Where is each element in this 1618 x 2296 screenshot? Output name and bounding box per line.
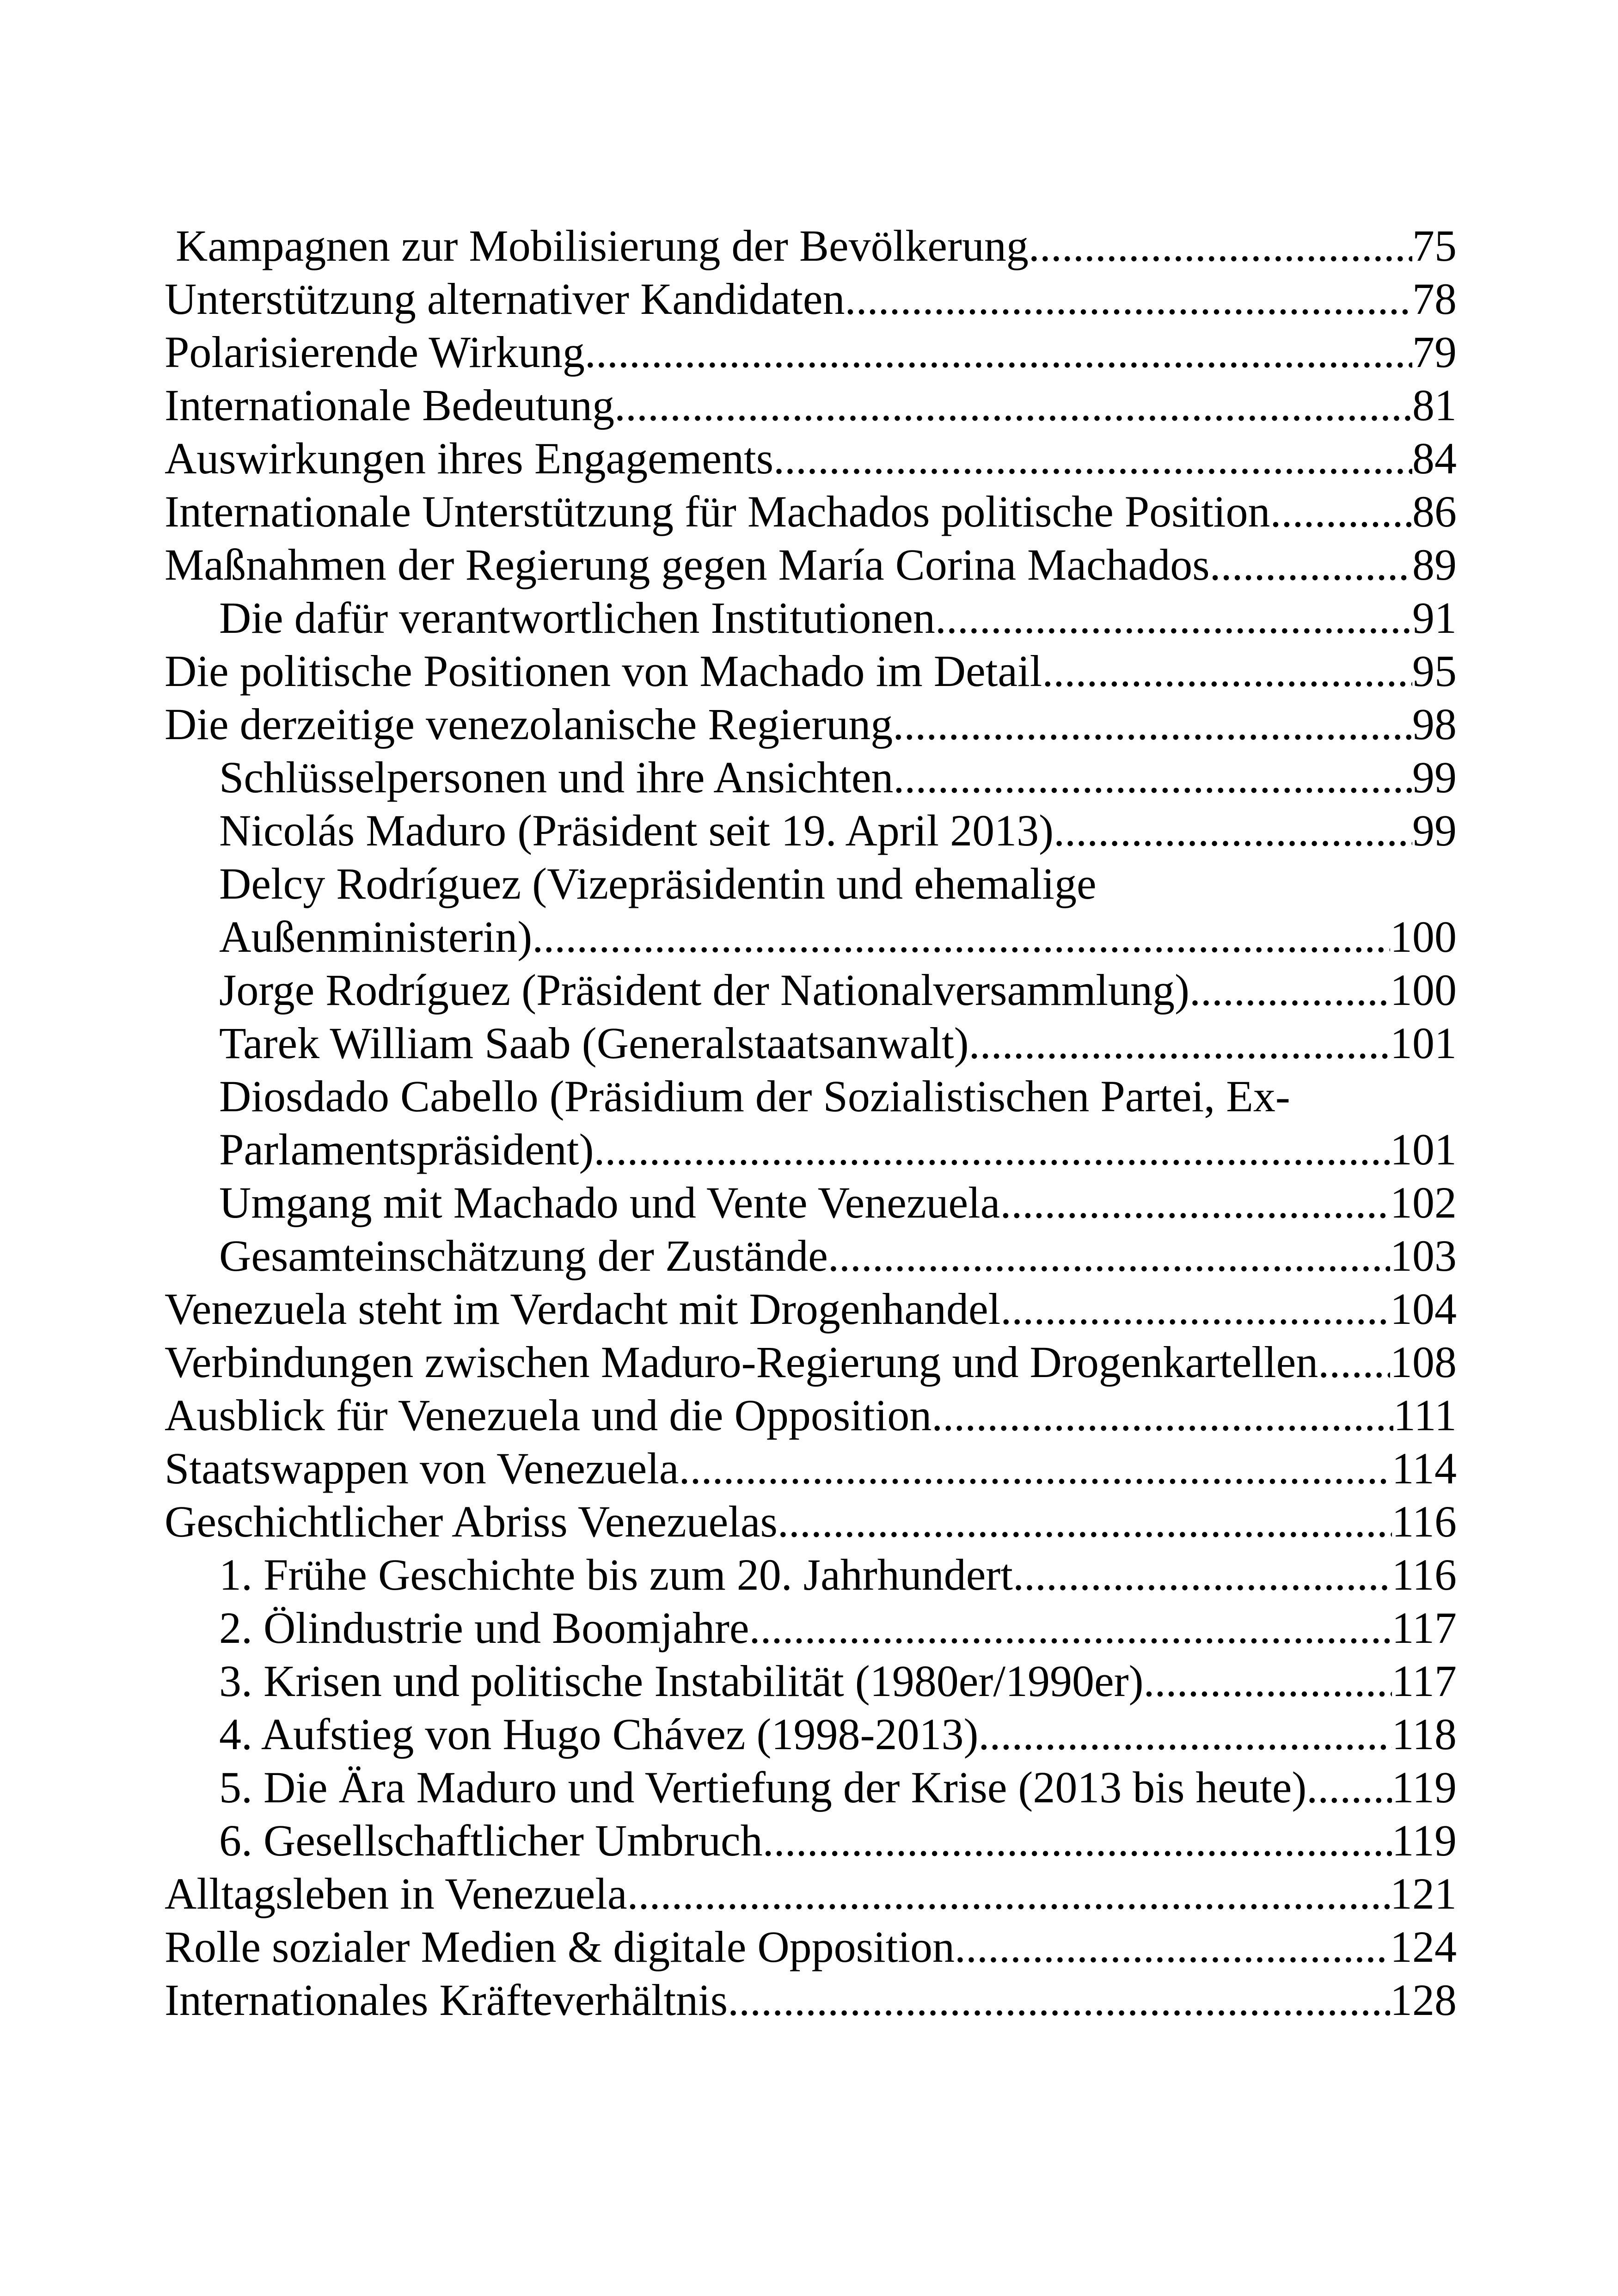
- toc-page-number: 79: [1412, 327, 1457, 377]
- toc-page-number: 78: [1412, 274, 1457, 324]
- toc-dot-leader: [955, 1920, 1390, 1973]
- toc-page-number: 116: [1391, 1497, 1457, 1546]
- toc-page-number: 98: [1412, 699, 1457, 749]
- toc-entry: [165, 1867, 1457, 1920]
- toc-entry-title: Tarek William Saab (Generalstaatsanwalt): [219, 1018, 969, 1068]
- toc-page-number: 99: [1412, 806, 1457, 855]
- toc-dot-leader: [614, 379, 1412, 432]
- toc-entry: [176, 219, 1457, 272]
- toc-entry-title: Unterstützung alternativer Kandidaten: [165, 274, 845, 324]
- toc-line: [0, 1654, 1618, 1708]
- toc-dot-leader: [1210, 538, 1412, 591]
- toc-line: [0, 751, 1618, 804]
- toc-entry: [219, 804, 1457, 857]
- toc-entry-title: Kampagnen zur Mobilisierung der Bevölkerung: [176, 221, 1029, 270]
- toc-entry-title: Delcy Rodríguez (Vizepräsidentin und ehemalige: [219, 859, 1097, 908]
- toc-entry: [219, 751, 1457, 804]
- toc-entry: [219, 1016, 1457, 1070]
- toc-line: [0, 1920, 1618, 1973]
- toc-line: [0, 1708, 1618, 1761]
- toc-page-number: 121: [1390, 1869, 1457, 1918]
- toc-entry: [219, 1548, 1457, 1601]
- toc-entry: [165, 1442, 1457, 1495]
- toc-line: [0, 1123, 1618, 1176]
- toc-line: [0, 1442, 1618, 1495]
- toc-page-number: 124: [1390, 1922, 1457, 1971]
- toc-line: [0, 1389, 1618, 1442]
- toc-entry: [165, 272, 1457, 325]
- toc-entry-title: Schlüsselpersonen und ihre Ansichten: [219, 753, 894, 802]
- toc-dot-leader: [1329, 1335, 1390, 1389]
- toc-entry-title: Ausblick für Venezuela und die Opposition: [165, 1390, 932, 1440]
- toc-line: [0, 272, 1618, 325]
- toc-line: [0, 1548, 1618, 1601]
- toc-dot-leader: [749, 1601, 1392, 1654]
- toc-line: [0, 1601, 1618, 1654]
- toc-dot-leader: [1270, 485, 1412, 538]
- toc-dot-leader: [969, 1016, 1390, 1070]
- toc-dot-leader: [585, 325, 1412, 379]
- toc-page-number: 119: [1391, 1763, 1457, 1812]
- toc-entry: [219, 1654, 1457, 1708]
- toc-entry-title: Internationale Bedeutung: [165, 380, 614, 430]
- toc-entry: [219, 1814, 1457, 1867]
- toc-line: [0, 325, 1618, 379]
- toc-dot-leader: [932, 1389, 1393, 1442]
- toc-line: [0, 1973, 1618, 2027]
- toc-dot-leader: [627, 1867, 1390, 1920]
- table-of-contents: [0, 219, 1618, 2027]
- toc-page-number: 91: [1412, 593, 1457, 643]
- toc-line: [0, 1761, 1618, 1814]
- toc-entry-title: Diosdado Cabello (Präsidium der Sozialistischen Partei, Ex-: [219, 1071, 1290, 1121]
- toc-entry-title: Auswirkungen ihres Engagements: [165, 434, 774, 483]
- toc-entry-title: Polarisierende Wirkung: [165, 327, 585, 377]
- toc-page-number: 117: [1391, 1603, 1457, 1653]
- toc-line: [0, 1495, 1618, 1548]
- toc-dot-leader: [1042, 644, 1412, 698]
- toc-entry-title: Internationale Unterstützung für Machados politische Position: [165, 487, 1270, 536]
- toc-entry: [165, 698, 1457, 751]
- toc-dot-leader: [978, 1708, 1391, 1761]
- toc-line: [0, 910, 1618, 963]
- toc-entry: [219, 1176, 1457, 1229]
- toc-dot-leader: [1318, 1761, 1391, 1814]
- toc-dot-leader: [594, 1123, 1390, 1176]
- toc-entry-title: Geschichtlicher Abriss Venezuelas: [165, 1497, 778, 1546]
- toc-entry-title: 2. Ölindustrie und Boomjahre: [219, 1603, 749, 1653]
- toc-dot-leader: [1000, 1176, 1390, 1229]
- toc-page-number: 128: [1390, 1975, 1457, 2025]
- toc-entry: [165, 1389, 1457, 1442]
- toc-line: [0, 1867, 1618, 1920]
- toc-entry-title: 4. Aufstieg von Hugo Chávez (1998-2013): [219, 1709, 979, 1759]
- toc-line: [0, 379, 1618, 432]
- toc-page-number: 89: [1412, 540, 1457, 589]
- toc-dot-leader: [1054, 804, 1412, 857]
- toc-entry: [165, 1973, 1457, 2027]
- toc-line: [0, 698, 1618, 751]
- toc-entry-title: Alltagsleben in Venezuela: [165, 1869, 627, 1918]
- toc-entry: [165, 1335, 1457, 1389]
- toc-line: [0, 432, 1618, 485]
- toc-dot-leader: [773, 432, 1412, 485]
- toc-line: [0, 1335, 1618, 1389]
- toc-entry-title: Jorge Rodríguez (Präsident der Nationalversammlung): [219, 965, 1190, 1015]
- toc-page-number: 95: [1412, 646, 1457, 696]
- toc-entry-title: Rolle sozialer Medien & digitale Opposition: [165, 1922, 955, 1971]
- toc-dot-leader: [728, 1973, 1390, 2027]
- toc-dot-leader: [679, 1442, 1392, 1495]
- toc-entry-title: Die dafür verantwortlichen Institutionen: [219, 593, 935, 643]
- toc-entry-title: 6. Gesellschaftlicher Umbruch: [219, 1816, 763, 1865]
- toc-dot-leader: [778, 1495, 1392, 1548]
- toc-line: [0, 591, 1618, 644]
- toc-entry-title: Venezuela steht im Verdacht mit Drogenhandel: [165, 1284, 1001, 1334]
- toc-entry-title: Parlamentspräsident): [219, 1125, 594, 1174]
- toc-dot-leader: [1189, 963, 1390, 1016]
- toc-line: [0, 485, 1618, 538]
- toc-dot-leader: [532, 910, 1390, 963]
- toc-entry: [219, 963, 1457, 1016]
- toc-line: [0, 1229, 1618, 1282]
- toc-entry-title: 5. Die Ära Maduro und Vertiefung der Krise (2013 bis heute).: [219, 1763, 1318, 1812]
- toc-entry: [165, 538, 1457, 591]
- toc-entry-title: Staatswappen von Venezuela: [165, 1444, 679, 1493]
- toc-entry-title: Gesamteinschätzung der Zustände: [219, 1231, 828, 1280]
- toc-page-number: 117: [1391, 1656, 1457, 1706]
- toc-dot-leader: [828, 1229, 1390, 1282]
- toc-dot-leader: [1144, 1654, 1392, 1708]
- toc-entry: [165, 379, 1457, 432]
- toc-page-number: 101: [1390, 1125, 1457, 1174]
- toc-entry-title: Maßnahmen der Regierung gegen María Corina Machados: [165, 540, 1210, 589]
- toc-entry: [165, 1495, 1457, 1548]
- toc-entry: [165, 485, 1457, 538]
- toc-entry-title: 3. Krisen und politische Instabilität (1980er/1990er): [219, 1656, 1144, 1706]
- toc-entry: [165, 432, 1457, 485]
- toc-line: [0, 1282, 1618, 1335]
- toc-page-number: 119: [1391, 1816, 1457, 1865]
- toc-entry: [165, 1282, 1457, 1335]
- toc-entry: [165, 325, 1457, 379]
- toc-line: [0, 219, 1618, 272]
- toc-entry-title: Internationales Kräfteverhältnis: [165, 1975, 728, 2025]
- toc-entry: [219, 1708, 1457, 1761]
- toc-line: [0, 1814, 1618, 1867]
- toc-page-number: 86: [1412, 487, 1457, 536]
- toc-page-number: 114: [1391, 1444, 1457, 1493]
- toc-entry: [219, 1761, 1457, 1814]
- toc-page-number: 101: [1390, 1018, 1457, 1068]
- toc-line: [0, 538, 1618, 591]
- toc-line: [0, 1070, 1618, 1123]
- toc-entry-title: Die derzeitige venezolanische Regierung: [165, 699, 893, 749]
- toc-line: [0, 804, 1618, 857]
- toc-entry: [219, 1123, 1457, 1176]
- toc-entry-title: Die politische Positionen von Machado im Detail: [165, 646, 1042, 696]
- toc-page-number: 81: [1412, 380, 1457, 430]
- toc-page-number: 100: [1390, 912, 1457, 961]
- toc-page-number: 103: [1390, 1231, 1457, 1280]
- toc-entry-title: 1. Frühe Geschichte bis zum 20. Jahrhundert: [219, 1550, 1013, 1599]
- toc-entry: [219, 1601, 1457, 1654]
- toc-dot-leader: [893, 698, 1412, 751]
- toc-entry-title: Außenministerin): [219, 912, 533, 961]
- toc-dot-leader: [763, 1814, 1392, 1867]
- toc-entry: [165, 1920, 1457, 1973]
- toc-page-number: 84: [1412, 434, 1457, 483]
- toc-page-number: 108: [1390, 1337, 1457, 1387]
- toc-entry: [219, 591, 1457, 644]
- toc-page-number: 116: [1391, 1550, 1457, 1599]
- toc-entry: [165, 644, 1457, 698]
- toc-entry: [219, 1229, 1457, 1282]
- toc-dot-leader: [935, 591, 1412, 644]
- toc-dot-leader: [893, 751, 1412, 804]
- toc-line: [0, 1176, 1618, 1229]
- toc-entry: [219, 910, 1457, 963]
- toc-dot-leader: [845, 272, 1412, 325]
- toc-line: [0, 963, 1618, 1016]
- toc-entry-title: Umgang mit Machado und Vente Venezuela: [219, 1178, 1000, 1227]
- toc-page-number: 100: [1390, 965, 1457, 1015]
- toc-line: [0, 857, 1618, 910]
- toc-page-number: 104: [1390, 1284, 1457, 1334]
- toc-dot-leader: [1029, 219, 1412, 272]
- toc-line: [0, 644, 1618, 698]
- toc-entry-title: Nicolás Maduro (Präsident seit 19. April 2013): [219, 806, 1054, 855]
- toc-dot-leader: [1000, 1282, 1390, 1335]
- toc-page-number: 111: [1393, 1390, 1457, 1440]
- toc-line: [0, 1016, 1618, 1070]
- toc-dot-leader: [1013, 1548, 1392, 1601]
- toc-page-number: 75: [1412, 221, 1457, 270]
- toc-entry-title: Verbindungen zwischen Maduro-Regierung und Drogenkartellen.: [165, 1337, 1330, 1387]
- toc-page-number: 118: [1391, 1709, 1457, 1759]
- toc-page-number: 99: [1412, 753, 1457, 802]
- toc-page-number: 102: [1390, 1178, 1457, 1227]
